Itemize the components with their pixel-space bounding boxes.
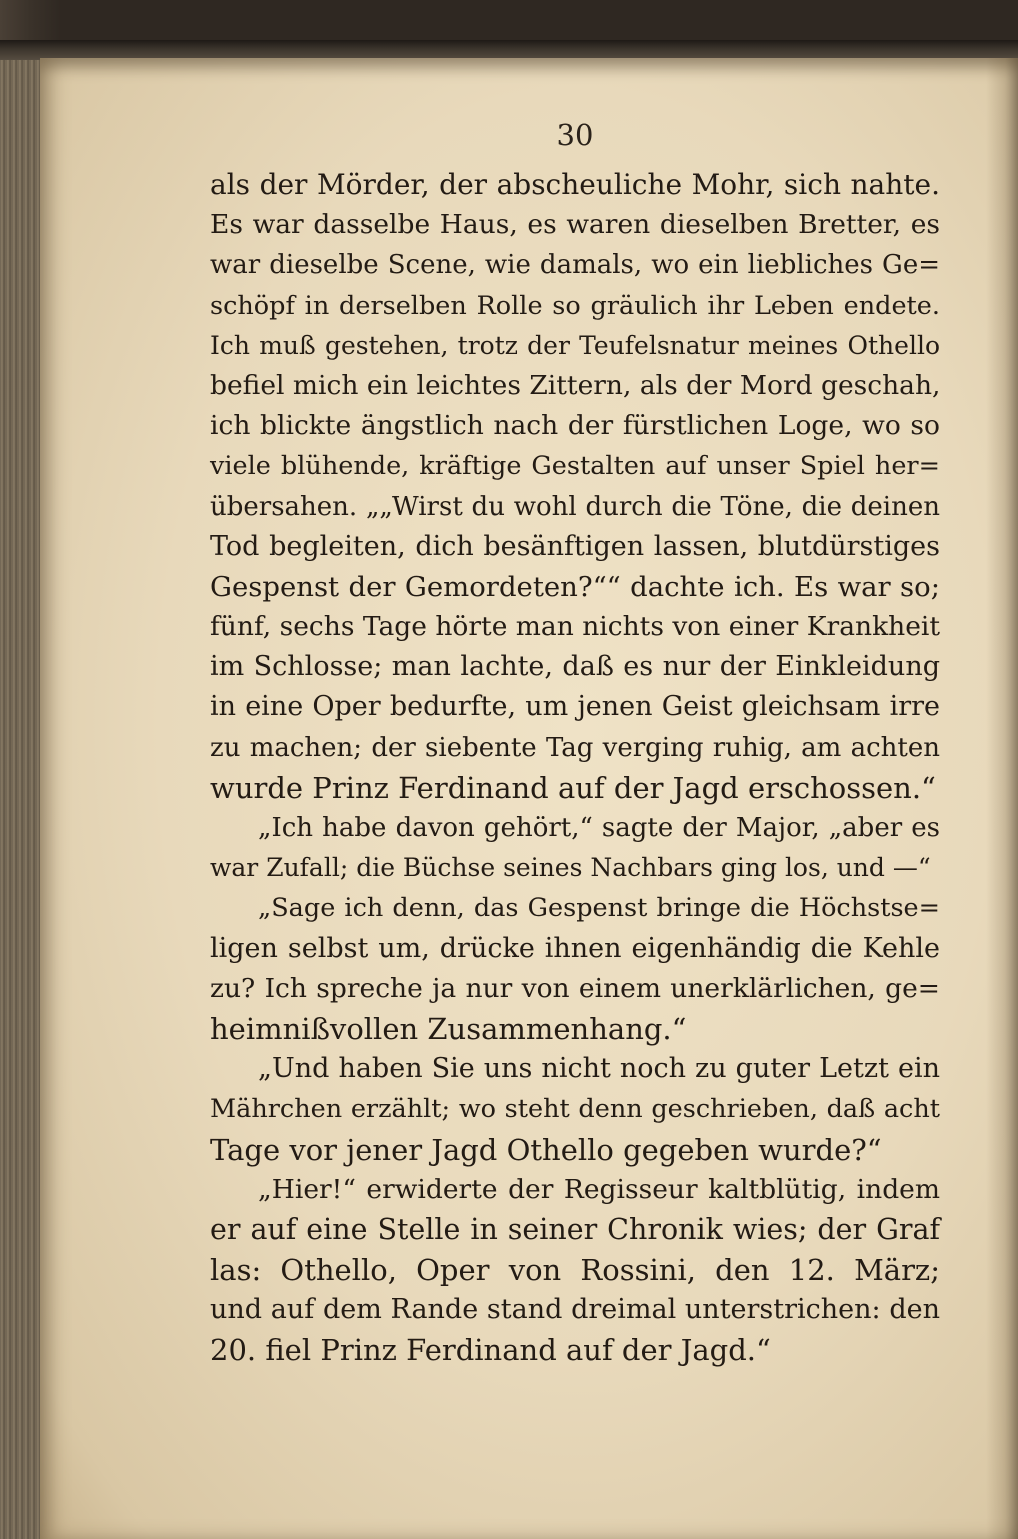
text-line: ligen selbst um, drücke ihnen eigenhändig die Kehle xyxy=(210,932,940,964)
text-line: Ich muß gestehen, trotz der Teufelsnatur meines Othello xyxy=(210,330,940,360)
text-line: Tage vor jener Jagd Othello gegeben wurde?“ xyxy=(210,1132,882,1167)
text-line: im Schlosse; man lachte, daß es nur der Einkleidung xyxy=(210,651,940,683)
page-right-edge xyxy=(986,58,1018,1539)
body-text xyxy=(210,165,940,1371)
text-line: „Hier!“ erwiderte der Regisseur kaltblütig, indem xyxy=(258,1173,940,1205)
text-line: Tod begleiten, dich besänftigen lassen, blutdürstiges xyxy=(210,530,940,562)
text-line: schöpf in derselben Rolle so gräulich ihr Leben endete. xyxy=(210,290,940,321)
text-line: „Sage ich denn, das Gespenst bringe die Höchstse= xyxy=(258,893,940,924)
text-line: heimnißvollen Zusammenhang.“ xyxy=(210,1011,687,1046)
text-line: Gespenst der Gemordeten?““ dachte ich. Es war so; xyxy=(210,570,940,603)
text-line: „Ich habe davon gehört,“ sagte der Major, „aber es xyxy=(258,813,940,843)
page-number: 30 xyxy=(556,118,594,152)
text-line: ich blickte ängstlich nach der fürstlichen Loge, wo so xyxy=(210,410,940,442)
text-line: und auf dem Rande stand dreimal unterstrichen: den xyxy=(210,1294,940,1326)
text-line: in eine Oper bedurfte, um jenen Geist gleichsam irre xyxy=(210,691,940,723)
text-line: las: Othello, Oper von Rossini, den 12. März; xyxy=(210,1253,940,1288)
text-line: wurde Prinz Ferdinand auf der Jagd erschossen.“ xyxy=(210,770,936,805)
text-line: zu machen; der siebente Tag verging ruhig, am achten xyxy=(210,732,940,763)
text-line: „Und haben Sie uns nicht noch zu guter Letzt ein xyxy=(258,1053,940,1085)
text-line: 20. fiel Prinz Ferdinand auf der Jagd.“ xyxy=(210,1333,771,1368)
text-line: Mährchen erzählt; wo steht denn geschrieben, daß acht xyxy=(210,1094,940,1125)
text-line: übersahen. „„Wirst du wohl durch die Töne, die deinen xyxy=(210,491,940,522)
text-line: war dieselbe Scene, wie damals, wo ein liebliches Ge= xyxy=(210,250,940,281)
text-line: fünf, sechs Tage hörte man nichts von einer Krankheit xyxy=(210,611,941,643)
text-line: als der Mörder, der abscheuliche Mohr, sich nahte. xyxy=(210,168,940,201)
text-line: Es war dasselbe Haus, es waren dieselben Bretter, es xyxy=(210,209,940,241)
text-line: war Zufall; die Büchse seines Nachbars ging los, und —“ xyxy=(210,853,931,883)
text-line: er auf eine Stelle in seiner Chronik wies; der Graf xyxy=(210,1212,940,1246)
text-line: viele blühende, kräftige Gestalten auf unser Spiel her= xyxy=(210,451,940,482)
text-line: befiel mich ein leichtes Zittern, als der Mord geschah, xyxy=(210,369,941,401)
text-line: zu? Ich spreche ja nur von einem unerklärlichen, ge= xyxy=(210,972,940,1004)
